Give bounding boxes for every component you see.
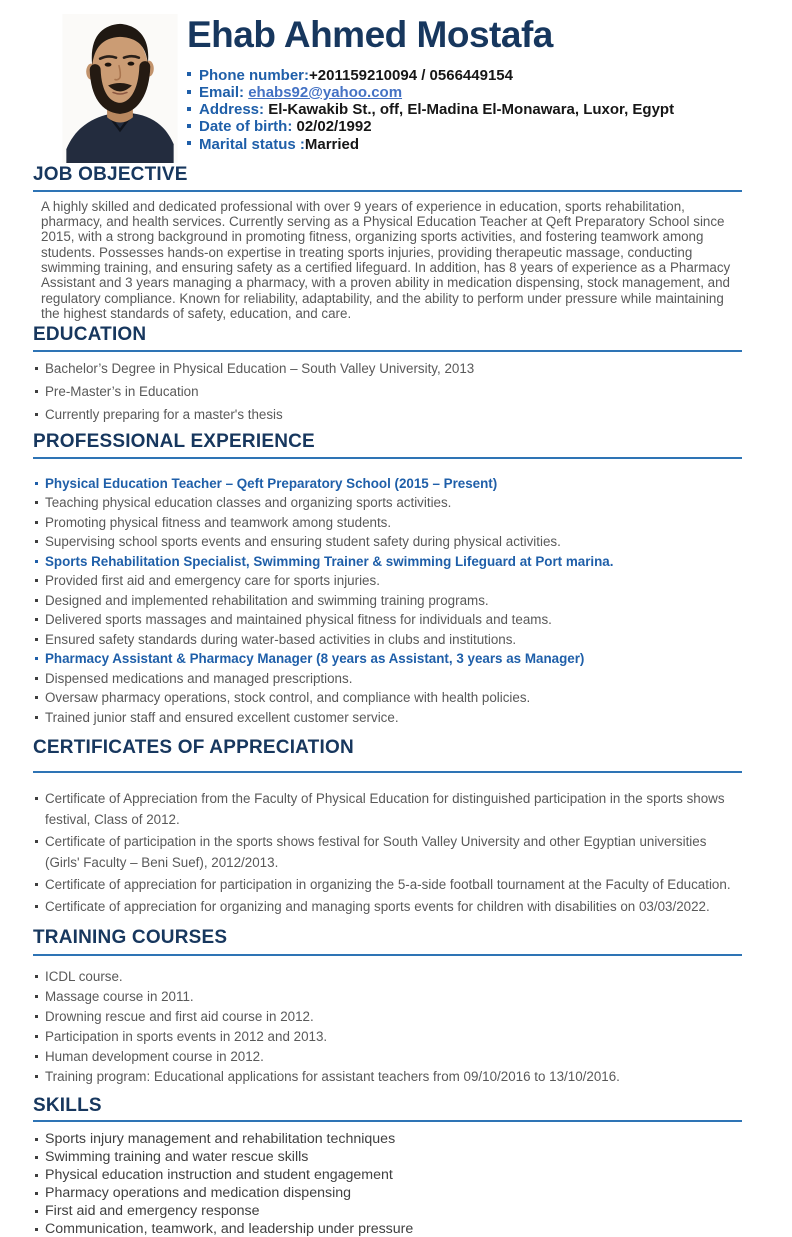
resume-header xyxy=(0,0,792,163)
section-list xyxy=(33,1132,742,1237)
section-paragraph: A highly skilled and dedicated professional with over 9 years of experience in education, sports rehabilitation, pharmacy, and health services. Currently serving as a Physical Education Teacher at Qeft Preparatory School since 2015, with a strong background in promoting fitness, organizing sports activities, and fostering teamwork among students. Possesses hands-on expertise in treating sports injuries, providing therapeutic massage, conducting swimming training, and ensuring safety as a certified lifeguard. In addition, has 8 years of experience as a Pharmacy Assistant and 3 years managing a pharmacy, with a proven ability in medication dispensing, stock management, and regulatory compliance. Known for reliability, adaptability, and the ability to perform under pressure while maintaining the highest standards of safety, education, and care. xyxy=(41,198,731,321)
section-title: SKILLS xyxy=(33,1094,102,1116)
list-item: Physical Education Teacher – Qeft Preparatory School (2015 – Present) xyxy=(33,476,742,491)
list-item: Bachelor’s Degree in Physical Education – South Valley University, 2013 xyxy=(33,361,742,376)
section-title: CERTIFICATES OF APPRECIATION xyxy=(33,736,354,758)
section-title: JOB OBJECTIVE xyxy=(33,164,188,185)
section-rule xyxy=(33,771,742,773)
list-item: Certificate of Appreciation from the Faculty of Physical Education for distinguished participation in the sports shows festival, Class of 2012. xyxy=(33,788,736,830)
section-rule xyxy=(33,954,742,956)
section-rule xyxy=(33,190,742,192)
list-item: Pharmacy Assistant & Pharmacy Manager (8 years as Assistant, 3 years as Manager) xyxy=(33,651,742,666)
profile-photo xyxy=(62,14,178,163)
list-item: Drowning rescue and first aid course in 2012. xyxy=(33,1009,742,1024)
list-item: Oversaw pharmacy operations, stock control, and compliance with health policies. xyxy=(33,690,742,705)
section-professional-experience xyxy=(33,431,742,725)
section-list xyxy=(33,361,742,422)
contact-row xyxy=(187,118,674,135)
section-list xyxy=(33,476,742,725)
list-item: Trained junior staff and ensured excellent customer service. xyxy=(33,710,742,725)
list-item: Pre-Master’s in Education xyxy=(33,384,742,399)
section-rule xyxy=(33,1120,742,1122)
email-link[interactable]: ehabs92@yahoo.com xyxy=(248,84,403,102)
section-title: PROFESSIONAL EXPERIENCE xyxy=(33,431,315,453)
list-item: First aid and emergency response xyxy=(33,1204,742,1219)
section-certificates-of-appreciation xyxy=(33,737,742,917)
list-item: Communication, teamwork, and leadership under pressure xyxy=(33,1222,742,1237)
list-item: Designed and implemented rehabilitation and swimming training programs. xyxy=(33,593,742,608)
contact-value: 02/02/1992 xyxy=(296,118,372,136)
page-title: Ehab Ahmed Mostafa xyxy=(187,14,553,55)
section-training-courses xyxy=(33,927,742,1084)
contact-label: Marital status : xyxy=(199,135,305,153)
list-item: Supervising school sports events and ensuring student safety during physical activities. xyxy=(33,534,742,549)
list-item: Currently preparing for a master's thesis xyxy=(33,407,742,422)
bullet-icon xyxy=(187,72,191,76)
bullet-icon xyxy=(187,124,191,128)
list-item: Dispensed medications and managed prescriptions. xyxy=(33,671,742,686)
bullet-icon xyxy=(187,141,191,145)
contact-label: Date of birth: xyxy=(199,118,297,136)
list-item: Certificate of appreciation for participation in organizing the 5-a-side football tournament at the Faculty of Education. xyxy=(33,874,736,895)
list-item: Promoting physical fitness and teamwork among students. xyxy=(33,515,742,530)
contact-value: +201159210094 / 0566449154 xyxy=(309,66,513,84)
list-item: Provided first aid and emergency care for sports injuries. xyxy=(33,573,742,588)
list-item: Ensured safety standards during water-based activities in clubs and institutions. xyxy=(33,632,742,647)
contact-label: Phone number: xyxy=(199,66,310,84)
list-item: ICDL course. xyxy=(33,969,742,984)
list-item: Pharmacy operations and medication dispensing xyxy=(33,1186,742,1201)
contact-row xyxy=(187,101,674,118)
bullet-icon xyxy=(187,90,191,94)
section-job-objective xyxy=(33,164,742,321)
list-item: Participation in sports events in 2012 and 2013. xyxy=(33,1029,742,1044)
list-item: Certificate of appreciation for organizing and managing sports events for children with disabilities on 03/03/2022. xyxy=(33,896,736,917)
section-rule xyxy=(33,350,742,352)
list-item: Sports injury management and rehabilitation techniques xyxy=(33,1132,742,1147)
section-education xyxy=(33,324,742,422)
section-title: TRAINING COURSES xyxy=(33,926,228,948)
sections xyxy=(0,164,792,1237)
list-item: Training program: Educational applications for assistant teachers from 09/10/2016 to 13/10/2016. xyxy=(33,1069,742,1084)
contact-value: El-Kawakib St., off, El-Madina El-Monawara, Luxor, Egypt xyxy=(268,101,675,119)
contact-label: Email: xyxy=(199,84,249,102)
contact-row xyxy=(187,84,674,101)
section-list xyxy=(33,788,742,917)
profile-photo-image xyxy=(62,14,178,163)
contact-label: Address: xyxy=(199,101,269,119)
header-info xyxy=(187,14,674,163)
contact-row xyxy=(187,136,674,153)
list-item: Swimming training and water rescue skills xyxy=(33,1150,742,1165)
list-item: Massage course in 2011. xyxy=(33,989,742,1004)
contact-value: Married xyxy=(304,135,360,153)
contact-list xyxy=(187,67,674,153)
list-item: Teaching physical education classes and organizing sports activities. xyxy=(33,495,742,510)
section-title: EDUCATION xyxy=(33,324,147,346)
bullet-icon xyxy=(187,107,191,111)
list-item: Certificate of participation in the sports shows festival for South Valley University and other Egyptian universities (Girls' Faculty – Beni Suef), 2012/2013. xyxy=(33,831,736,873)
list-item: Sports Rehabilitation Specialist, Swimming Trainer & swimming Lifeguard at Port marina. xyxy=(33,554,742,569)
section-skills xyxy=(33,1095,742,1237)
section-list xyxy=(33,969,742,1084)
list-item: Physical education instruction and student engagement xyxy=(33,1168,742,1183)
section-rule xyxy=(33,457,742,459)
list-item: Delivered sports massages and maintained physical fitness for individuals and teams. xyxy=(33,612,742,627)
list-item: Human development course in 2012. xyxy=(33,1049,742,1064)
contact-row xyxy=(187,67,674,84)
